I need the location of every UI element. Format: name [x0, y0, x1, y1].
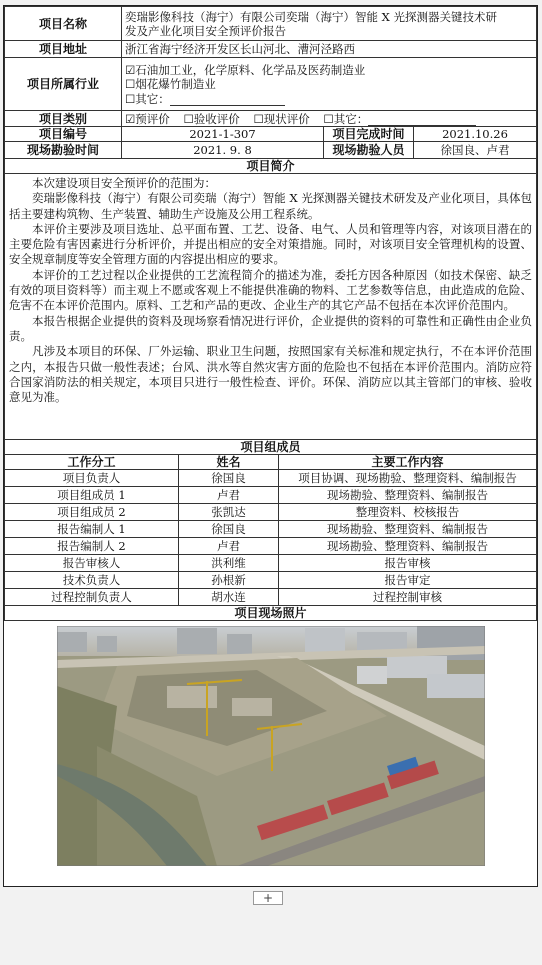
- team-work: 项目协调、现场勘验、整理资料、编制报告: [279, 470, 537, 487]
- industry-option-chemical[interactable]: ☑石油加工业，化学原料、化学品及医药制造业: [125, 62, 366, 77]
- project-info-table: [4, 6, 537, 159]
- category-option-acceptance[interactable]: ☐验收评价: [183, 112, 240, 126]
- team-header-work: 主要工作内容: [279, 455, 537, 470]
- survey-time-label: 现场勘验时间: [5, 142, 122, 159]
- intro-paragraph: 本次建设项目安全预评价的范围为：: [32, 176, 216, 190]
- team-member-name: 胡水连: [179, 589, 279, 606]
- table-row: [5, 504, 537, 521]
- category-option-status[interactable]: ☐现状评价: [253, 112, 310, 126]
- category-option-pre[interactable]: ☑预评价: [125, 112, 170, 126]
- project-name-value: 奕瑞影像科技（海宁）有限公司奕瑞（海宁）智能 X 光探测器关键技术研 发及产业化项目安全预评价报告: [122, 7, 537, 41]
- table-row: [5, 572, 537, 589]
- surveyors-value: 徐国良、卢君: [414, 142, 537, 159]
- team-header-name: 姓名: [179, 455, 279, 470]
- industry-other-blank: [170, 91, 285, 106]
- photo-title: 项目现场照片: [5, 606, 537, 621]
- site-aerial-photo: [57, 626, 485, 866]
- project-address-label: 项目地址: [5, 41, 122, 58]
- category-label: 项目类别: [5, 111, 122, 127]
- team-work: 现场勘验、整理资料、编制报告: [279, 487, 537, 504]
- intro-title: 项目简介: [5, 159, 537, 174]
- category-option-other[interactable]: ☐其它：: [323, 112, 476, 126]
- team-work: 过程控制审核: [279, 589, 537, 606]
- industry-label: 项目所属行业: [5, 58, 122, 111]
- table-row: [5, 555, 537, 572]
- photo-table: [4, 605, 537, 886]
- project-number-value: 2021-1-307: [122, 127, 324, 142]
- table-row: [5, 487, 537, 504]
- team-member-name: 卢君: [179, 538, 279, 555]
- table-row: [5, 589, 537, 606]
- industry-option-other[interactable]: ☐其它：: [125, 91, 533, 106]
- team-role: 报告编制人 2: [5, 538, 179, 555]
- team-work: 整理资料、校核报告: [279, 504, 537, 521]
- intro-paragraph: 本评价主要涉及项目选址、总平面布置、工艺、设备、电气、人员和管理等内容，对该项目潜在的主要危险有害因素进行分析评价，并提出相应的安全对策措施。同时，对该项目安全管理机构的设置、安全规章制度等安全管理方面的内容提出相应的要求。: [9, 221, 532, 267]
- team-member-name: 洪利维: [179, 555, 279, 572]
- industry-option-fireworks[interactable]: ☐烟花爆竹制造业: [125, 76, 216, 91]
- team-work: 报告审定: [279, 572, 537, 589]
- completion-label: 项目完成时间: [324, 127, 414, 142]
- intro-paragraph: 凡涉及本项目的环保、厂外运输、职业卫生问题，按照国家有关标准和规定执行，不在本评价范围之内，本报告只做一般性表述；台风、洪水等自然灾害方面的危险也不包括在本评价范围内。消防应符合国家消防法的相关规定，本项目只进行一般性检查、评价。环保、消防应以其主管部门的审核、验收意见为准。: [9, 344, 532, 405]
- team-work: 现场勘验、整理资料、编制报告: [279, 538, 537, 555]
- team-member-name: 卢君: [179, 487, 279, 504]
- project-number-label: 项目编号: [5, 127, 122, 142]
- team-member-name: 徐国良: [179, 521, 279, 538]
- team-work: 现场勘验、整理资料、编制报告: [279, 521, 537, 538]
- team-role: 报告审核人: [5, 555, 179, 572]
- team-table: [4, 439, 537, 606]
- team-header-role: 工作分工: [5, 455, 179, 470]
- table-row: [5, 470, 537, 487]
- intro-paragraph: 奕瑞影像科技（海宁）有限公司奕瑞（海宁）智能 X 光探测器关键技术研发及产业化项目，具体包括主要建构筑物、生产装置、辅助生产设施及公用工程系统。: [9, 191, 532, 221]
- team-role: 报告编制人 1: [5, 521, 179, 538]
- category-options: [122, 111, 537, 127]
- add-button[interactable]: +: [253, 891, 283, 905]
- project-name-label: 项目名称: [5, 7, 122, 41]
- team-title: 项目组成员: [5, 440, 537, 455]
- intro-body: [5, 174, 537, 440]
- industry-options: [122, 58, 537, 111]
- category-other-blank: [368, 111, 476, 126]
- completion-value: 2021.10.26: [414, 127, 537, 142]
- photo-cell: [5, 621, 537, 887]
- team-member-name: 徐国良: [179, 470, 279, 487]
- intro-paragraph: 本评价的工艺过程以企业提供的工艺流程简介的描述为准，委托方因各种原因（如技术保密、缺乏有效的项目资料等）而主观上不愿或客观上不能提供准确的物料、工艺参数等信息，由此造成的危险、危害不在本评价范围内。原料、工艺和产品的更改、企业生产的其它产品不包括在本次评价范围内。: [9, 267, 532, 313]
- table-row: [5, 538, 537, 555]
- team-member-name: 孙根新: [179, 572, 279, 589]
- team-work: 报告审核: [279, 555, 537, 572]
- team-role: 技术负责人: [5, 572, 179, 589]
- survey-time-value: 2021. 9. 8: [122, 142, 324, 159]
- team-member-name: 张凯达: [179, 504, 279, 521]
- project-address-value: 浙江省海宁经济开发区长山河北、漕河泾路西: [122, 41, 537, 58]
- intro-paragraph: 本报告根据企业提供的资料及现场察看情况进行评价，企业提供的资料的可靠性和正确性由企业负责。: [9, 313, 532, 343]
- table-row: [5, 521, 537, 538]
- surveyors-label: 现场勘验人员: [324, 142, 414, 159]
- document-sheet: [3, 5, 538, 887]
- team-role: 项目组成员 1: [5, 487, 179, 504]
- team-role: 项目负责人: [5, 470, 179, 487]
- intro-table: [4, 158, 537, 440]
- team-role: 过程控制负责人: [5, 589, 179, 606]
- team-role: 项目组成员 2: [5, 504, 179, 521]
